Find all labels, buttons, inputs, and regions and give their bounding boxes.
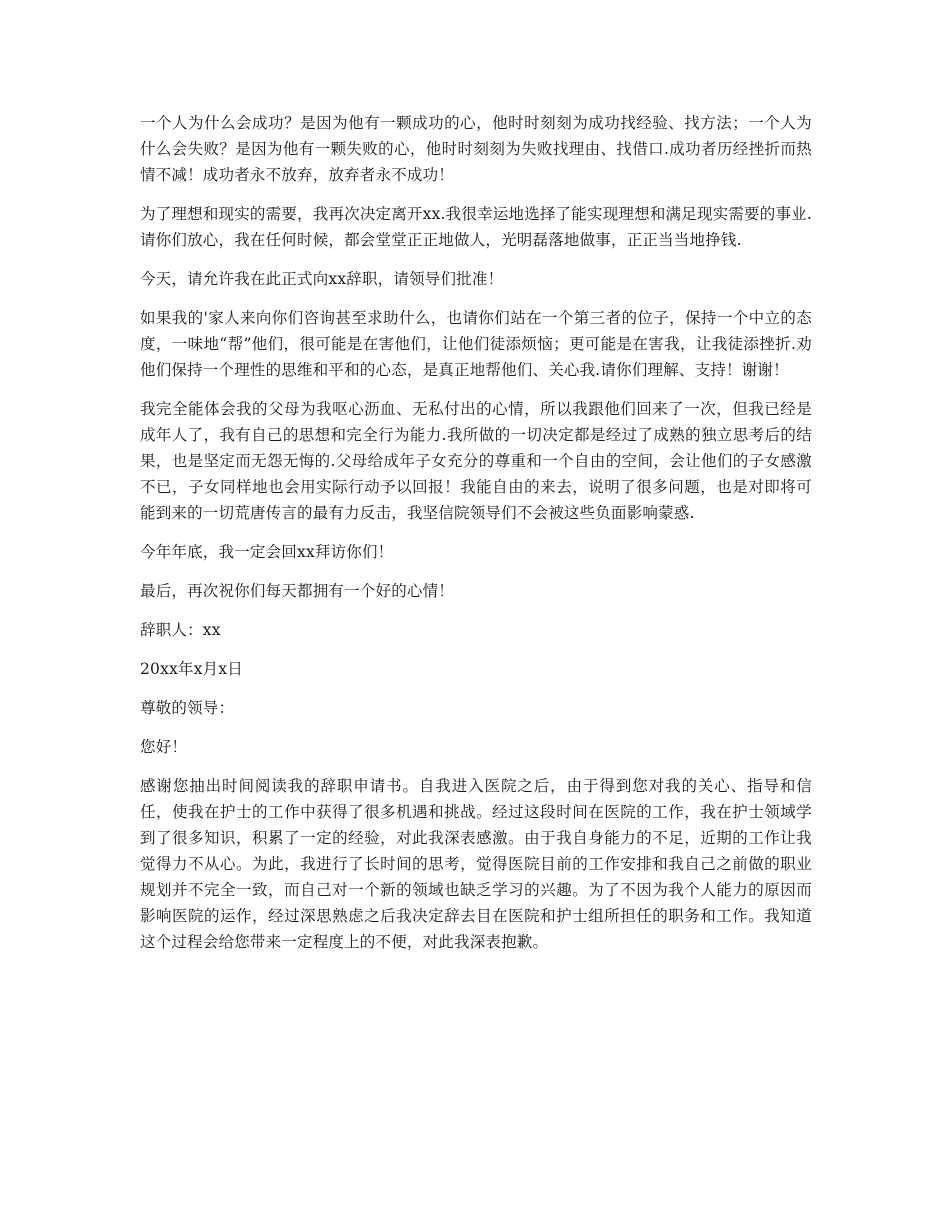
paragraph-wishes: 最后，再次祝你们每天都拥有一个好的心情！ [140, 582, 455, 600]
signature-line: 辞职人：xx [140, 621, 221, 639]
date-line: 20xx年x月x日 [140, 660, 243, 678]
paragraph-family: 如果我的'家人来向你们咨询甚至求助什么，也请你们站在一个第三者的位子，保持一个中立的态度，一味地“帮”他们，很可能是在害他们，让他们徒添烦恼；更可能是在害我，让我徒添挫折.劝他们保持一个理性的思维和平和的心态，是真正地帮他们、关心我.请你们理解、支持！谢谢！ [140, 309, 812, 379]
paragraph-visit: 今年年底，我一定会回xx拜访你们！ [140, 543, 394, 561]
paragraph-parents: 我完全能体会我的父母为我呕心沥血、无私付出的心情，所以我跟他们回来了一次，但我已经是成年人了，我有自己的思想和完全行为能力.我所做的一切决定都是经过了成熟的独立思考后的结果，也是坚定而无怨无悔的.父母给成年子女充分的尊重和一个自由的空间，会让他们的子女感激不已，子女同样地也会用实际行动予以回报！我能自由的来去，说明了很多问题，也是对即将可能到来的一切荒唐传言的最有力反击，我坚信院领导们不会被这些负面影响蒙惑. [140, 400, 812, 522]
paragraph-resign-request: 今天，请允许我在此正式向xx辞职，请领导们批准！ [140, 270, 504, 288]
greeting: 您好！ [140, 738, 188, 756]
document-body [140, 110, 812, 968]
salutation: 尊敬的领导： [140, 699, 235, 717]
paragraph-nurse-resignation: 感谢您抽出时间阅读我的辞职申请书。自我进入医院之后，由于得到您对我的关心、指导和信任，使我在护士的工作中获得了很多机遇和挑战。经过这段时间在医院的工作，我在护士领域学到了很多知识，积累了一定的经验，对此我深表感激。由于我自身能力的不足，近期的工作让我觉得力不从心。为此，我进行了长时间的思考，觉得医院目前的工作安排和我自己之前做的职业规划并不完全一致，而自己对一个新的领域也缺乏学习的兴趣。为了不因为我个人能力的原因而影响医院的运作，经过深思熟虑之后我决定辞去目在医院和护士组所担任的职务和工作。我知道这个过程会给您带来一定程度上的不便，对此我深表抱歉。 [140, 777, 812, 951]
paragraph-success: 一个人为什么会成功？是因为他有一颗成功的心，他时时刻刻为成功找经验、找方法；一个人为什么会失败？是因为他有一颗失败的心，他时时刻刻为失败找理由、找借口.成功者历经挫折而热情不减！成功者永不放弃，放弃者永不成功！ [140, 114, 812, 184]
paragraph-decision: 为了理想和现实的需要，我再次决定离开xx.我很幸运地选择了能实现理想和满足现实需要的事业.请你们放心，我在任何时候，都会堂堂正正地做人，光明磊落地做事，正正当当地挣钱. [140, 205, 812, 249]
